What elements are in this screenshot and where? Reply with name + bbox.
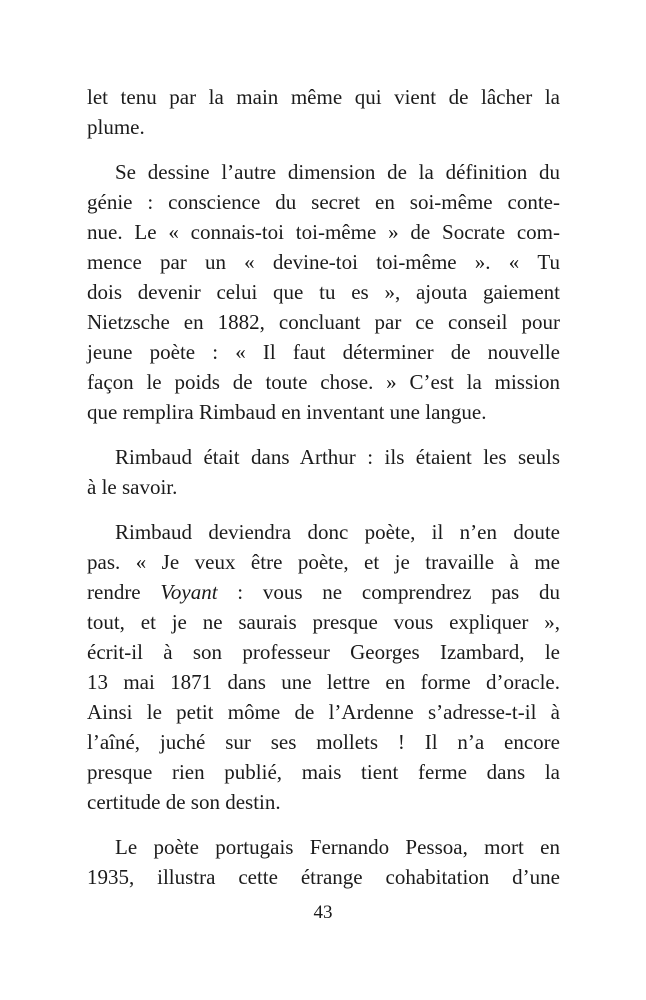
text-segment: jeune poète : « Il faut déterminer de nouvelle bbox=[87, 340, 560, 364]
text-line bbox=[87, 307, 560, 337]
text-line bbox=[87, 112, 560, 142]
text-line bbox=[87, 757, 560, 787]
text-line bbox=[87, 862, 560, 892]
text-segment: Rimbaud deviendra donc poète, il n’en doute bbox=[115, 520, 560, 544]
text-segment: génie : conscience du secret en soi-même conte- bbox=[87, 190, 560, 214]
text-line bbox=[87, 727, 560, 757]
paragraph bbox=[87, 832, 560, 892]
text-line bbox=[87, 337, 560, 367]
text-line bbox=[87, 547, 560, 577]
text-line bbox=[87, 442, 560, 472]
text-line bbox=[87, 607, 560, 637]
text-segment: à le savoir. bbox=[87, 475, 178, 499]
text-segment: let tenu par la main même qui vient de lâcher la bbox=[87, 85, 560, 109]
text-segment: l’aîné, juché sur ses mollets ! Il n’a encore bbox=[87, 730, 560, 754]
italic-text: Voyant bbox=[160, 580, 218, 604]
text-segment: plume. bbox=[87, 115, 145, 139]
page-number: 43 bbox=[313, 902, 333, 923]
text-line bbox=[87, 277, 560, 307]
text-line bbox=[87, 82, 560, 112]
text-segment: mence par un « devine-toi toi-même ». « Tu bbox=[87, 250, 560, 274]
text-line bbox=[87, 247, 560, 277]
text-segment: façon le poids de toute chose. » C’est la mission bbox=[87, 370, 560, 394]
body-text bbox=[87, 82, 560, 892]
text-line bbox=[87, 157, 560, 187]
paragraph bbox=[87, 442, 560, 502]
text-line bbox=[87, 577, 560, 607]
text-line bbox=[87, 217, 560, 247]
text-segment: certitude de son destin. bbox=[87, 790, 281, 814]
text-line bbox=[87, 472, 560, 502]
text-segment: dois devenir celui que tu es », ajouta gaiement bbox=[87, 280, 560, 304]
paragraph bbox=[87, 82, 560, 142]
text-segment: Ainsi le petit môme de l’Ardenne s’adresse-t-il à bbox=[87, 700, 560, 724]
text-line bbox=[87, 517, 560, 547]
text-line bbox=[87, 187, 560, 217]
text-segment: Le poète portugais Fernando Pessoa, mort en bbox=[115, 835, 560, 859]
text-segment: pas. « Je veux être poète, et je travaille à me bbox=[87, 550, 560, 574]
text-segment: rendre bbox=[87, 580, 161, 604]
text-segment: 13 mai 1871 dans une lettre en forme d’oracle. bbox=[87, 670, 560, 694]
text-segment: tout, et je ne saurais presque vous expliquer », bbox=[87, 610, 560, 634]
text-line bbox=[87, 397, 560, 427]
paragraph bbox=[87, 157, 560, 427]
text-segment: que remplira Rimbaud en inventant une langue. bbox=[87, 400, 487, 424]
text-segment: presque rien publié, mais tient ferme dans la bbox=[87, 760, 560, 784]
text-segment: Se dessine l’autre dimension de la définition du bbox=[115, 160, 560, 184]
text-segment: nue. Le « connais-toi toi-même » de Socrate com- bbox=[87, 220, 560, 244]
text-segment: : vous ne comprendrez pas du bbox=[217, 580, 560, 604]
text-line bbox=[87, 667, 560, 697]
text-line bbox=[87, 637, 560, 667]
text-segment: 1935, illustra cette étrange cohabitation d’une bbox=[87, 865, 560, 889]
text-line bbox=[87, 367, 560, 397]
text-line bbox=[87, 787, 560, 817]
text-segment: Rimbaud était dans Arthur : ils étaient les seuls bbox=[115, 445, 560, 469]
text-line bbox=[87, 697, 560, 727]
text-segment: écrit-il à son professeur Georges Izambard, le bbox=[87, 640, 560, 664]
paragraph bbox=[87, 517, 560, 817]
text-line bbox=[87, 832, 560, 862]
text-segment: Nietzsche en 1882, concluant par ce conseil pour bbox=[87, 310, 560, 334]
